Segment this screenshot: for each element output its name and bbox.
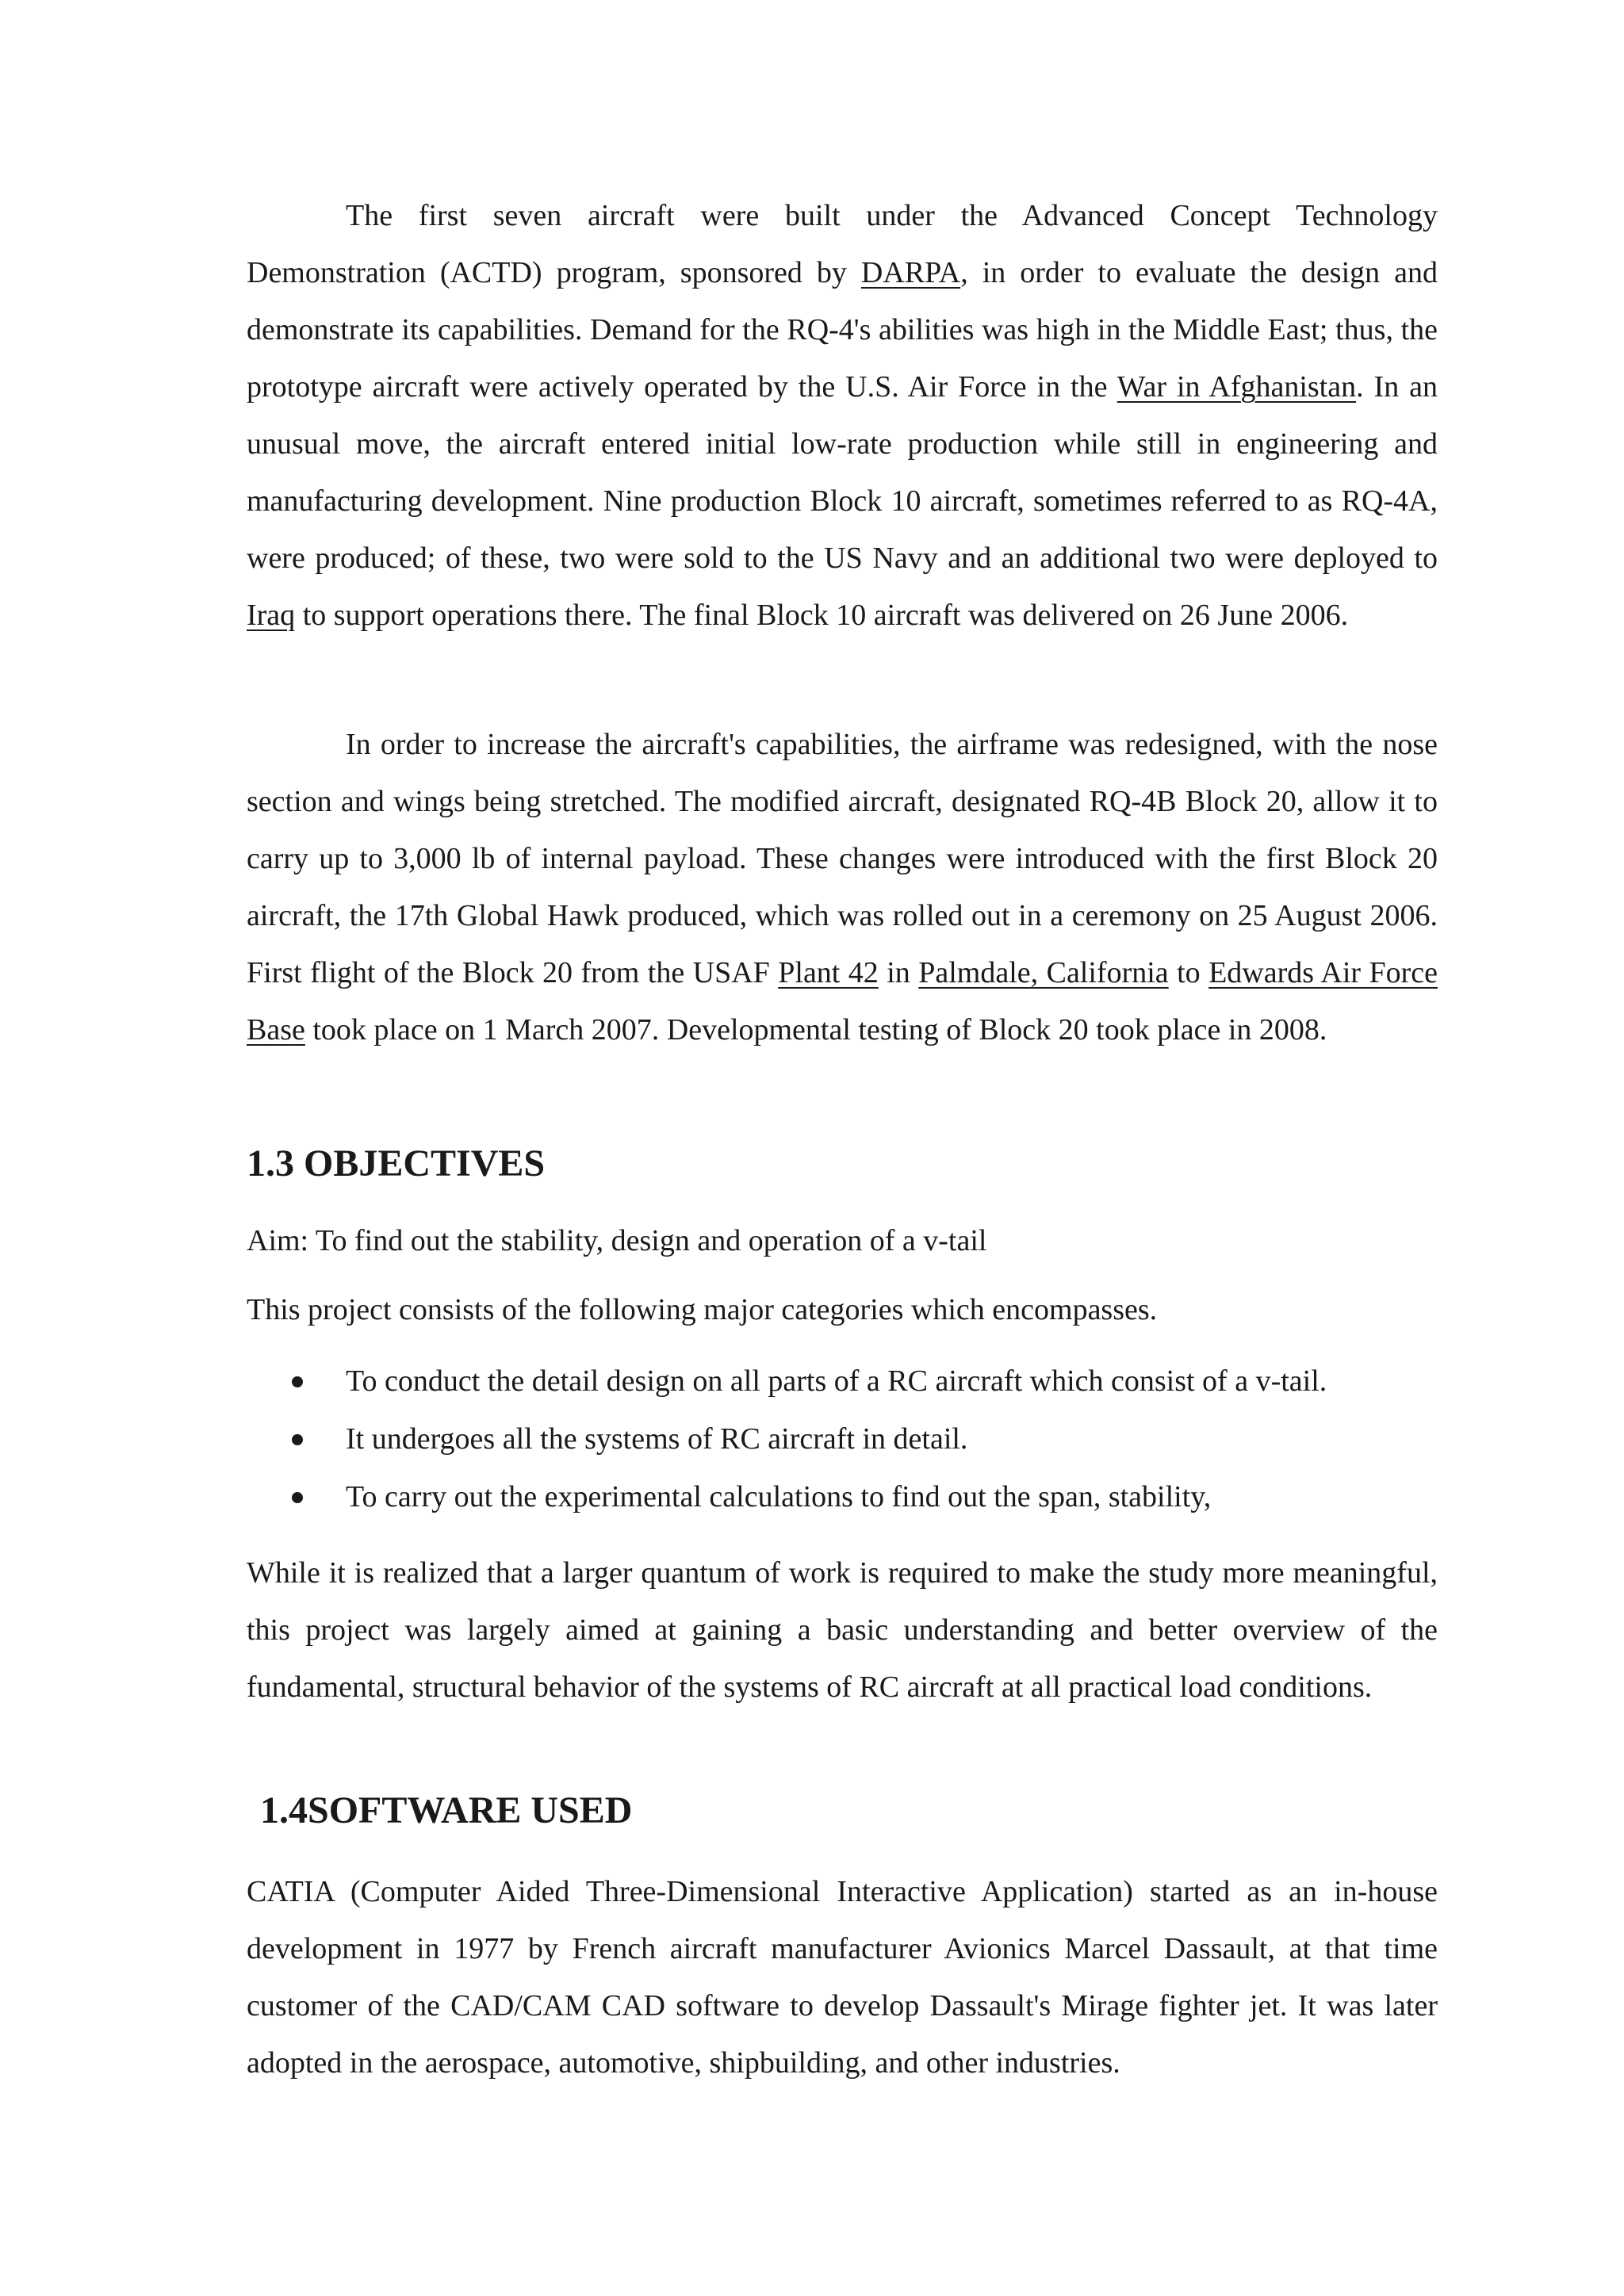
block20-paragraph	[247, 716, 1438, 1058]
block20-text-2: in	[878, 956, 919, 989]
history-text-2: , in order to evaluate the design and demonstrate its capabilities. Demand for the RQ-4's abilities was high in the Middle East; thus, the prototype aircraft were actively operated by the U.S. Air Force in the	[247, 256, 1438, 404]
block20-text-3: to	[1168, 956, 1209, 989]
plant-42-link[interactable]: Plant 42	[778, 956, 879, 989]
list-item	[247, 1353, 1438, 1410]
bullet-icon	[292, 1492, 303, 1503]
darpa-link[interactable]: DARPA	[860, 256, 961, 289]
history-text-1: The first seven aircraft were built under the Advanced Concept Technology Demonstration (ACTD) program, sponsored by	[247, 199, 1438, 289]
block20-text-1: In order to increase the aircraft's capabilities, the airframe was redesigned, with the nose section and wings being stretched. The modified aircraft, designated RQ-4B Block 20, allow it to carry up to 3,000 lb of internal payload. These changes were introduced with the first Block 20 aircraft, the 17th Global Hawk produced, which was rolled out in a ceremony on 25 August 2006. First flight of the Block 20 from the USAF	[247, 728, 1438, 989]
iraq-link[interactable]: Iraq	[247, 599, 296, 632]
software-heading: 1.4SOFTWARE USED	[260, 1789, 633, 1831]
edwards-air-force-base-link[interactable]: Edwards Air Force Base	[247, 956, 1438, 1047]
bullet-icon	[292, 1434, 303, 1445]
list-item-text: To carry out the experimental calculations to find out the span, stability,	[346, 1480, 1212, 1513]
software-paragraph: CATIA (Computer Aided Three-Dimensional Interactive Application) started as an in-house development in 1977 by French aircraft manufacturer Avionics Marcel Dassault, at that time customer of the CAD/CAM CAD software to develop Dassault's Mirage fighter jet. It was later adopted in the aerospace, automotive, shipbuilding, and other industries.	[247, 1875, 1438, 2080]
list-item-text: To conduct the detail design on all parts of a RC aircraft which consist of a v-tail.	[346, 1364, 1327, 1398]
objectives-heading: 1.3 OBJECTIVES	[247, 1142, 546, 1184]
palmdale-california-link[interactable]: Palmdale, California	[918, 956, 1169, 989]
war-in-afghanistan-link[interactable]: War in Afghanistan	[1116, 370, 1357, 404]
history-paragraph	[247, 187, 1438, 644]
list-item	[247, 1468, 1438, 1526]
bullet-icon	[292, 1376, 303, 1387]
objectives-list	[247, 1353, 1438, 1526]
objectives-closing-paragraph: While it is realized that a larger quantum of work is required to make the study more meaningful, this project was largely aimed at gaining a basic understanding and better overview of the fundamental, structural behavior of the systems of RC aircraft at all practical load conditions.	[247, 1556, 1438, 1704]
list-item	[247, 1410, 1438, 1468]
list-item-text: It undergoes all the systems of RC aircraft in detail.	[346, 1422, 968, 1456]
history-text-4: to support operations there. The final Block 10 aircraft was delivered on 26 June 2006.	[295, 599, 1349, 632]
history-text-3: . In an unusual move, the aircraft entered initial low-rate production while still in engineering and manufacturing development. Nine production Block 10 aircraft, sometimes referred to as RQ-4A, were produced; of these, two were sold to the US Navy and an additional two were deployed to	[247, 370, 1438, 575]
block20-text-4: took place on 1 March 2007. Developmental testing of Block 20 took place in 2008.	[304, 1013, 1327, 1047]
objectives-intro: This project consists of the following major categories which encompasses.	[247, 1293, 1158, 1326]
aim-line: Aim: To find out the stability, design and operation of a v-tail	[247, 1224, 987, 1257]
